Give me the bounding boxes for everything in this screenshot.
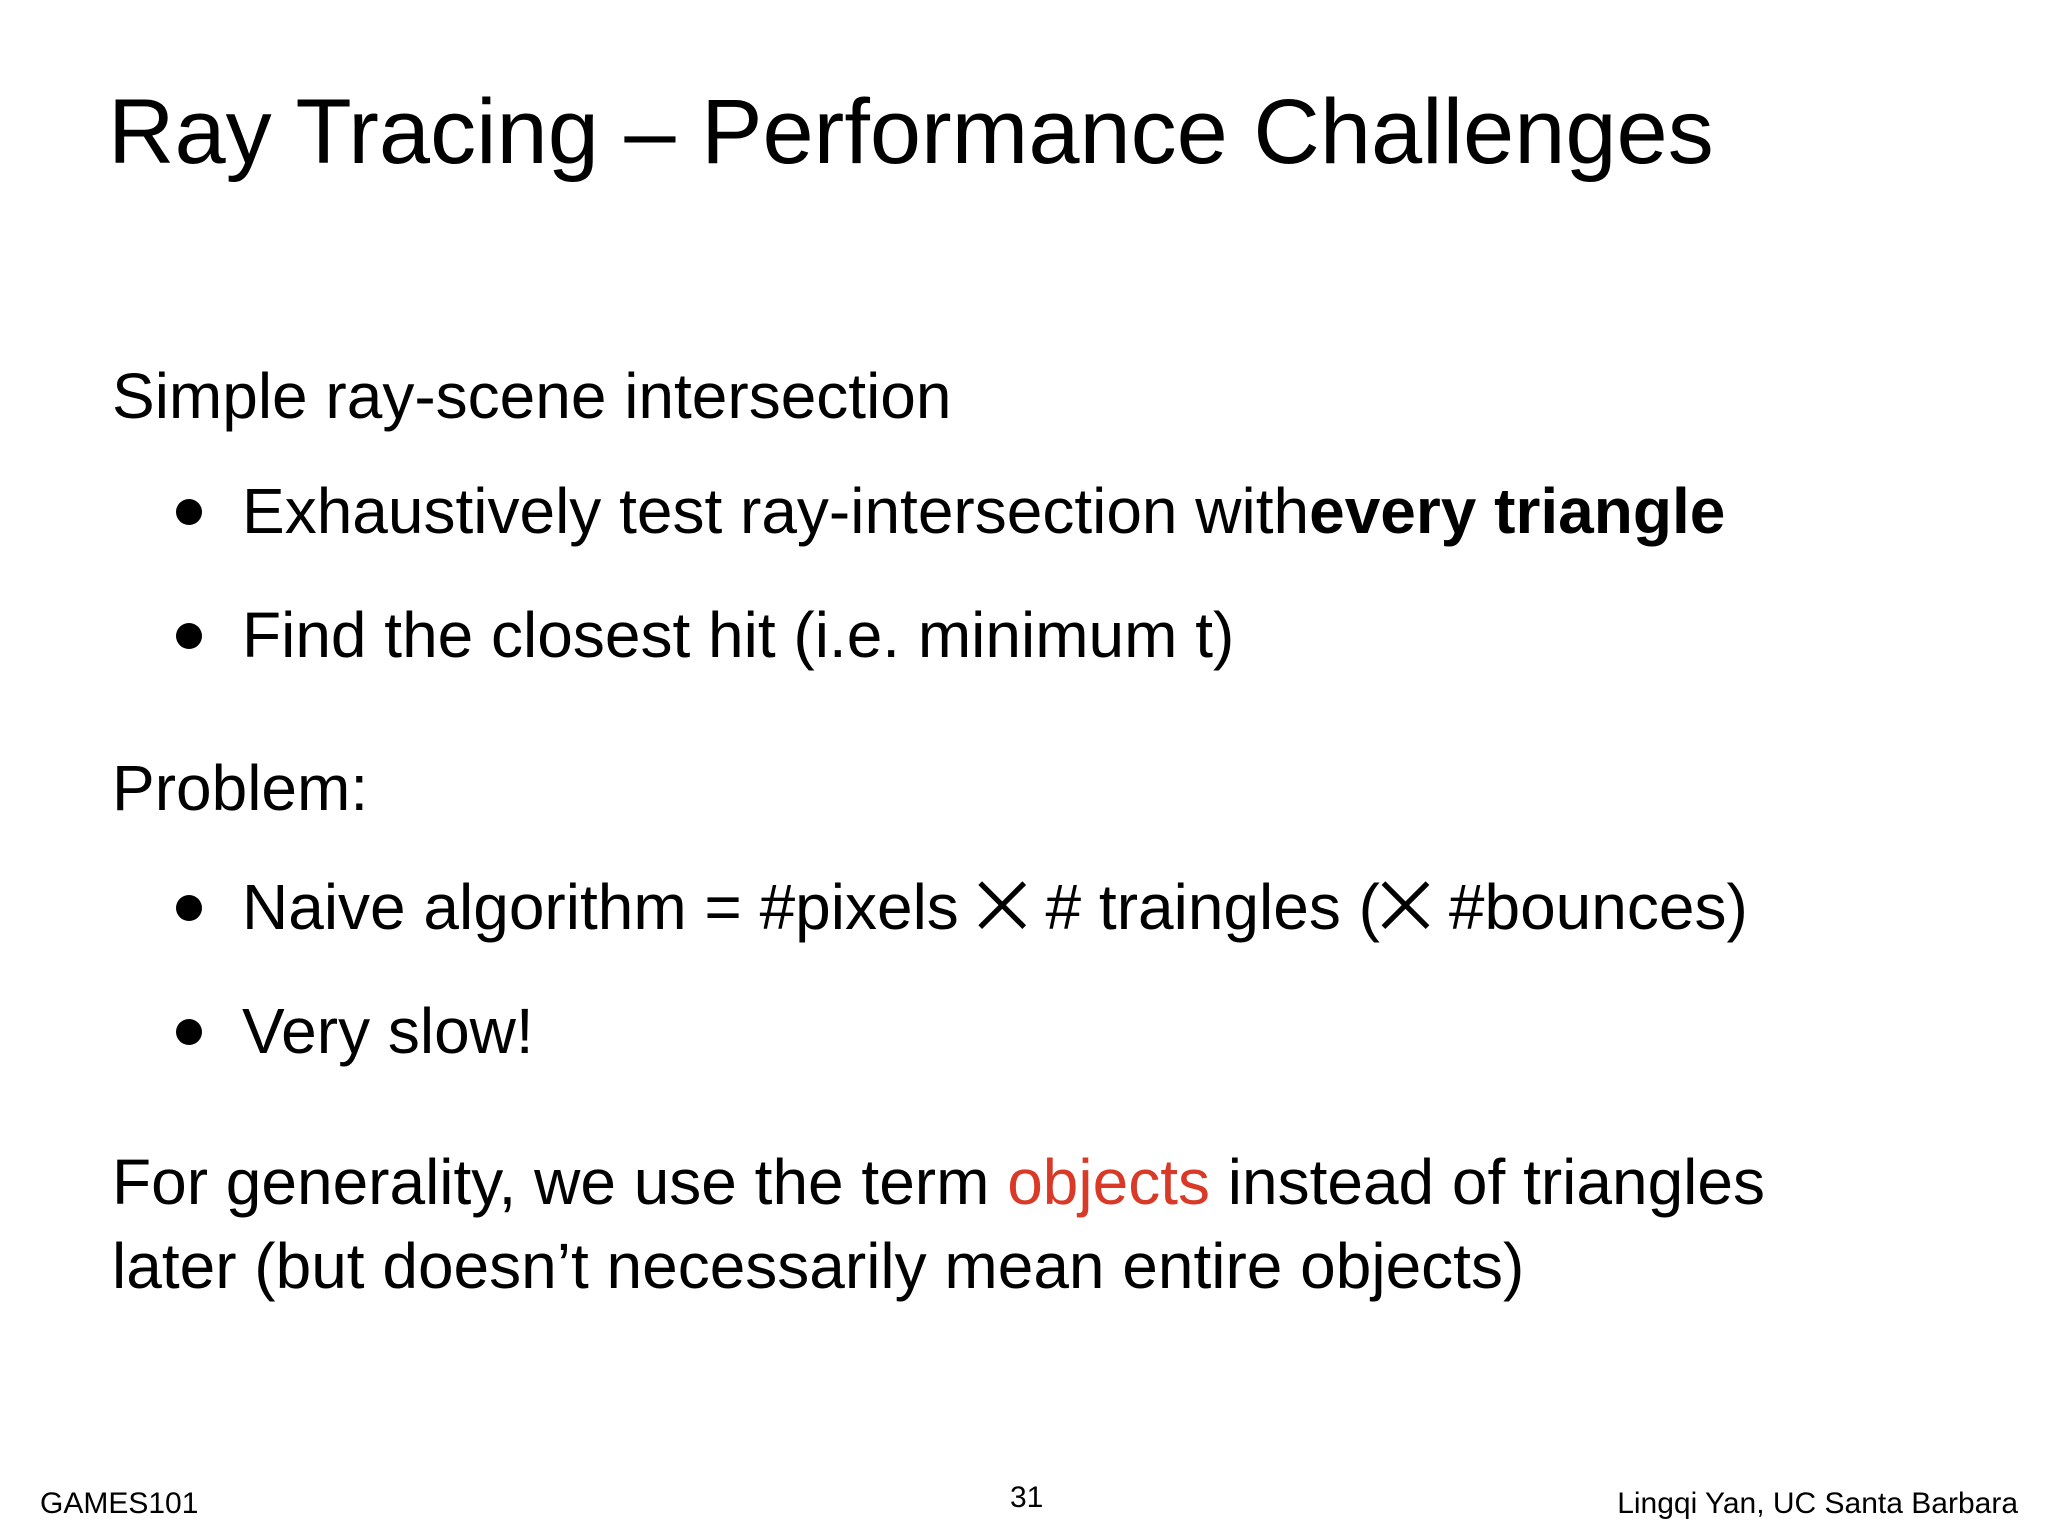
note-line-2: later (but doesn’t necessarily mean entire objects) xyxy=(112,1230,1525,1302)
bullet-text: Exhaustively test ray-intersection with xyxy=(242,475,1310,548)
bullet-text: Very slow! xyxy=(242,995,534,1068)
note-text: For generality, we use the term xyxy=(112,1146,1008,1218)
bullet-item-closest-hit xyxy=(176,596,1234,676)
bullet-icon xyxy=(176,623,202,649)
section-heading-problem: Problem: xyxy=(112,752,369,824)
bullet-icon xyxy=(176,499,202,525)
bullet-icon xyxy=(176,895,202,921)
footer-course-name: GAMES101 xyxy=(40,1487,199,1520)
bullet-item-very-slow xyxy=(176,992,534,1072)
section-heading-simple-intersection: Simple ray-scene intersection xyxy=(112,360,952,432)
footer-page-number: 31 xyxy=(1010,1481,1044,1514)
bullet-item-naive-algorithm xyxy=(176,868,1748,948)
bullet-item-exhaustive-test xyxy=(176,472,1725,552)
note-line-1 xyxy=(112,1146,1765,1220)
note-text: instead of triangles xyxy=(1209,1146,1765,1218)
slide-title: Ray Tracing – Performance Challenges xyxy=(108,81,1714,183)
bullet-text: Naive algorithm = #pixels ⨉ # traingles (⨉ #bounces) xyxy=(242,871,1748,944)
bullet-text: Find the closest hit (i.e. minimum t) xyxy=(242,599,1235,672)
footer-author: Lingqi Yan, UC Santa Barbara xyxy=(1617,1487,2018,1520)
bullet-icon xyxy=(176,1019,202,1045)
bullet-bold-text: every triangle xyxy=(1309,475,1726,548)
note-highlight: objects xyxy=(1007,1146,1210,1218)
